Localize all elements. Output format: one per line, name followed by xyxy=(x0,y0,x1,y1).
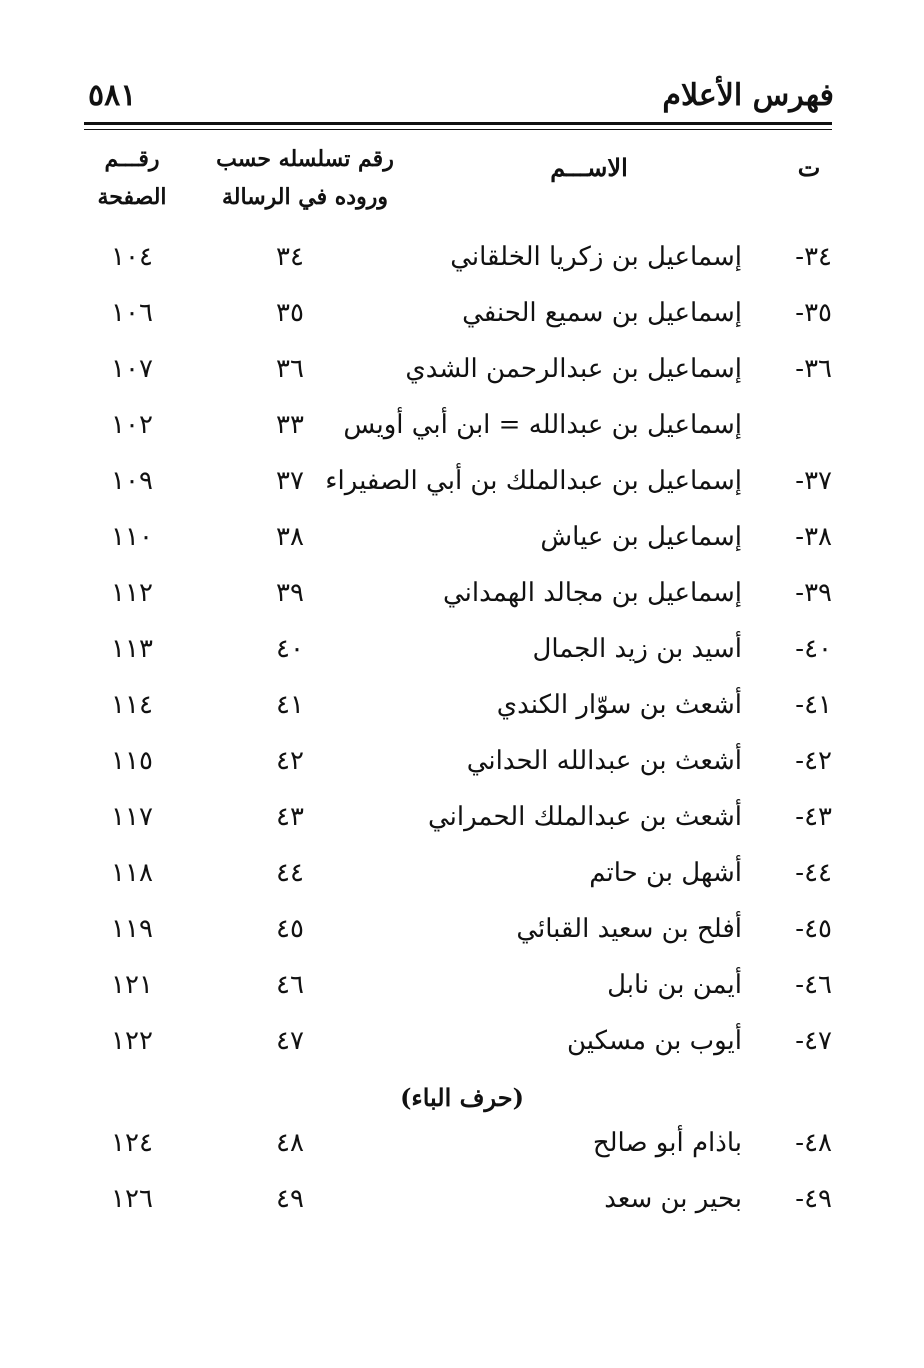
entry-number: ٣٩- xyxy=(795,578,832,608)
index-entry-row xyxy=(0,853,924,893)
entry-number: ٣٧- xyxy=(795,466,832,496)
entry-number: ٣٨- xyxy=(795,522,832,552)
entry-number: ٤٢- xyxy=(795,746,832,776)
entry-number: ٣٥- xyxy=(795,298,832,328)
entry-sequence: ٤٨ xyxy=(276,1128,304,1158)
entry-sequence: ٣٩ xyxy=(276,578,304,608)
entry-sequence: ٣٤ xyxy=(276,242,304,272)
column-header-page-line1: رقـــم xyxy=(104,146,160,172)
entry-sequence: ٤١ xyxy=(276,690,304,720)
entry-sequence: ٤٠ xyxy=(276,634,304,664)
header-rule-thin xyxy=(84,129,832,130)
entry-name: باذام أبو صالح xyxy=(592,1128,742,1158)
entry-sequence: ٤٣ xyxy=(276,802,304,832)
entry-number: ٤٩- xyxy=(795,1184,832,1214)
entry-page: ١٢٤ xyxy=(111,1128,153,1158)
entry-page: ١٢١ xyxy=(111,970,153,1000)
entry-number: ٤٨- xyxy=(795,1128,832,1158)
header-rule-thick xyxy=(84,122,832,125)
entry-page: ١٢٢ xyxy=(111,1026,153,1056)
entry-name: أيمن بن نابل xyxy=(607,970,742,1000)
index-entry-row xyxy=(0,461,924,501)
entry-name: إسماعيل بن عبدالله = ابن أبي أويس xyxy=(343,410,742,440)
column-header-sequence-line2: وروده في الرسالة xyxy=(222,184,388,210)
index-entry-row xyxy=(0,1179,924,1219)
entry-name: إسماعيل بن سميع الحنفي xyxy=(462,298,742,328)
entry-name: أشعث بن عبدالله الحداني xyxy=(466,746,742,776)
column-header-sequence xyxy=(210,140,400,216)
entry-page: ١١٣ xyxy=(111,634,153,664)
entry-page: ١١٨ xyxy=(111,858,153,888)
entry-page: ١١٢ xyxy=(111,578,153,608)
index-entry-row xyxy=(0,909,924,949)
index-entry-row xyxy=(0,741,924,781)
index-entry-row xyxy=(0,797,924,837)
index-entry-row xyxy=(0,573,924,613)
running-title: فهرس الأعلام xyxy=(662,78,834,113)
entry-name: أفلح بن سعيد القبائي xyxy=(516,914,742,944)
page-number: ٥٨١ xyxy=(88,78,137,113)
entry-name: أسيد بن زيد الجمال xyxy=(532,634,742,664)
entry-name: إسماعيل بن عبدالملك بن أبي الصفيراء xyxy=(325,466,742,496)
index-entry-row xyxy=(0,517,924,557)
entry-page: ١٢٦ xyxy=(111,1184,153,1214)
index-entry-row xyxy=(0,1021,924,1061)
column-header-name: الاســـم xyxy=(550,153,628,182)
entry-page: ١١٠ xyxy=(111,522,153,552)
entry-number: ٤٦- xyxy=(795,970,832,1000)
entry-page: ١٠٤ xyxy=(111,242,153,272)
entry-sequence: ٣٦ xyxy=(276,354,304,384)
index-entry-row xyxy=(0,965,924,1005)
entry-number: ٣٤- xyxy=(795,242,832,272)
column-header-page-line2: الصفحة xyxy=(97,184,167,210)
entry-page: ١١٤ xyxy=(111,690,153,720)
entry-name: إسماعيل بن عياش xyxy=(540,522,742,552)
entry-sequence: ٤٥ xyxy=(276,914,304,944)
entry-name: بحير بن سعد xyxy=(604,1184,742,1214)
entry-name: إسماعيل بن زكريا الخلقاني xyxy=(450,242,742,272)
entry-page: ١٠٢ xyxy=(111,410,153,440)
entry-number: ٤٥- xyxy=(795,914,832,944)
entry-number: ٤٠- xyxy=(795,634,832,664)
entry-page: ١٠٩ xyxy=(111,466,153,496)
entry-sequence: ٤٦ xyxy=(276,970,304,1000)
entry-number: ٤١- xyxy=(795,690,832,720)
entry-sequence: ٤٢ xyxy=(276,746,304,776)
entry-sequence: ٤٤ xyxy=(276,858,304,888)
entry-page: ١١٧ xyxy=(111,802,153,832)
column-header-number: ت xyxy=(797,153,821,182)
index-entry-row xyxy=(0,237,924,277)
entry-number: ٤٤- xyxy=(795,858,832,888)
entry-number: ٤٣- xyxy=(795,802,832,832)
entry-sequence: ٣٥ xyxy=(276,298,304,328)
column-header-sequence-line1: رقم تسلسله حسب xyxy=(216,146,394,172)
entry-name: إسماعيل بن مجالد الهمداني xyxy=(443,578,742,608)
index-entry-row xyxy=(0,685,924,725)
index-entry-row xyxy=(0,293,924,333)
entry-sequence: ٤٩ xyxy=(276,1184,304,1214)
entry-page: ١١٩ xyxy=(111,914,153,944)
entry-sequence: ٣٧ xyxy=(276,466,304,496)
entry-sequence: ٣٣ xyxy=(276,410,304,440)
index-entry-row xyxy=(0,349,924,389)
entry-name: أيوب بن مسكين xyxy=(566,1026,742,1056)
entry-sequence: ٣٨ xyxy=(276,522,304,552)
entry-sequence: ٤٧ xyxy=(276,1026,304,1056)
entry-name: أشعث بن عبدالملك الحمراني xyxy=(427,802,742,832)
entry-name: إسماعيل بن عبدالرحمن الشدي xyxy=(405,354,742,384)
index-entry-row xyxy=(0,1123,924,1163)
entry-page: ١٠٦ xyxy=(111,298,153,328)
entry-name: أشعث بن سوّار الكندي xyxy=(496,690,742,720)
section-heading: (حرف الباء) xyxy=(400,1083,524,1112)
entry-number: ٣٦- xyxy=(795,354,832,384)
entry-name: أشهل بن حاتم xyxy=(589,858,742,888)
index-entry-row xyxy=(0,405,924,445)
entry-page: ١٠٧ xyxy=(111,354,153,384)
index-entry-row xyxy=(0,629,924,669)
column-header-page xyxy=(82,140,182,216)
entry-number: ٤٧- xyxy=(795,1026,832,1056)
entry-page: ١١٥ xyxy=(111,746,153,776)
